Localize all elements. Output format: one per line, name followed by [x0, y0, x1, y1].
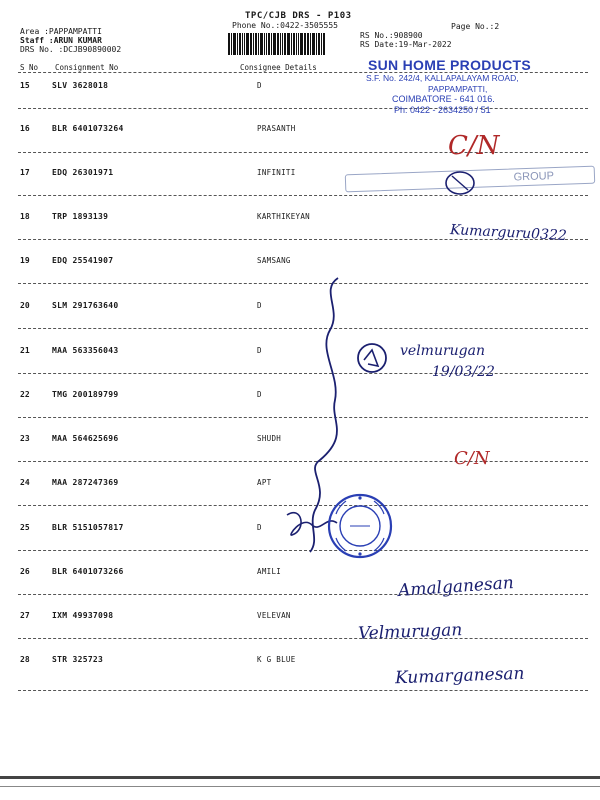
signature: velmurugan [400, 343, 485, 359]
stamp-address-1: S.F. No. 242/4, KALLAPALAYAM ROAD, [366, 73, 519, 83]
rs-number: RS No.:908900 [360, 31, 423, 40]
row-divider [18, 195, 588, 196]
row-details: D [257, 81, 262, 90]
row-sno: 15 [20, 81, 30, 90]
column-header-details: Consignee Details [240, 63, 317, 72]
row-consignment: STR 325723 [52, 655, 104, 664]
row-sno: 16 [20, 124, 30, 133]
row-consignment: SLM 291763640 [52, 301, 119, 310]
row-sno: 21 [20, 346, 30, 355]
column-header-sno: S No [20, 63, 39, 72]
signature: Velmurugan [357, 620, 463, 644]
stamp-address-3: COIMBATORE - 641 016. [392, 94, 495, 104]
rs-date: RS Date:19-Mar-2022 [360, 40, 452, 49]
row-sno: 22 [20, 390, 30, 399]
row-sno: 27 [20, 611, 30, 620]
row-details: D [257, 523, 262, 532]
signature: Kumarguru0322 [449, 221, 568, 245]
row-sno: 23 [20, 434, 30, 443]
handwritten-circle-mark [440, 168, 480, 198]
row-details: VELEVAN [257, 611, 291, 620]
row-consignment: BLR 5151057817 [52, 523, 124, 532]
row-details: K G BLUE [257, 655, 296, 664]
row-consignment: MAA 564625696 [52, 434, 119, 443]
row-divider [18, 108, 588, 109]
signature: Amalganesan [397, 572, 515, 602]
row-consignment: TMG 200189799 [52, 390, 119, 399]
row-sno: 19 [20, 256, 30, 265]
row-details: AMILI [257, 567, 282, 576]
row-details: SHUDH [257, 434, 282, 443]
row-consignment: EDQ 25541907 [52, 256, 114, 265]
page-number: Page No.:2 [451, 22, 500, 31]
row-sno: 26 [20, 567, 30, 576]
row-details: D [257, 301, 262, 310]
row-sno: 28 [20, 655, 30, 664]
row-consignment: MAA 287247369 [52, 478, 119, 487]
row-sno: 25 [20, 523, 30, 532]
stamp-company: SUN HOME PRODUCTS [368, 57, 531, 73]
phone-number: Phone No.:0422-3505555 [232, 21, 338, 30]
staff-label: Staff :ARUN KUMAR [20, 36, 102, 45]
row-details: INFINITI [257, 168, 296, 177]
group-stamp-text: GROUP [513, 170, 555, 184]
stamp-phone: Ph: 0422 - 2634250 / 51 [394, 105, 491, 115]
area-label: Area :PAPPAMPATTI [20, 27, 102, 36]
drs-number: DRS No. :DCJB90890002 [20, 45, 122, 54]
footer-rule [0, 776, 600, 779]
row-details: SAMSANG [257, 256, 291, 265]
row-sno: 24 [20, 478, 30, 487]
row-divider [18, 638, 588, 639]
row-consignment: BLR 6401073266 [52, 567, 124, 576]
row-sno: 18 [20, 212, 30, 221]
row-sno: 17 [20, 168, 30, 177]
drs-title: TPC/CJB DRS - P103 [245, 11, 352, 21]
row-details: D [257, 346, 262, 355]
row-sno: 20 [20, 301, 30, 310]
cn-mark: C/N [448, 131, 500, 161]
signature: Kumarganesan [394, 663, 525, 689]
row-consignment: IXM 49937098 [52, 611, 114, 620]
row-consignment: MAA 563356043 [52, 346, 119, 355]
footer-rule [0, 786, 600, 787]
cn-mark: C/N [454, 448, 490, 469]
row-divider [18, 690, 588, 691]
row-details: KARTHIKEYAN [257, 212, 310, 221]
company-seal-icon [326, 492, 394, 560]
column-header-consignment: Consignment No [55, 63, 119, 72]
row-consignment: EDQ 26301971 [52, 168, 114, 177]
barcode [228, 33, 353, 55]
row-details: D [257, 390, 262, 399]
stamp-address-2: PAPPAMPATTI, [428, 84, 488, 94]
signature-date: 19/03/22 [432, 364, 495, 380]
row-details: PRASANTH [257, 124, 296, 133]
row-details: APT [257, 478, 272, 487]
row-consignment: SLV 3628018 [52, 81, 109, 90]
row-divider [18, 152, 588, 153]
row-consignment: TRP 1893139 [52, 212, 109, 221]
row-divider [18, 594, 588, 595]
row-consignment: BLR 6401073264 [52, 124, 124, 133]
